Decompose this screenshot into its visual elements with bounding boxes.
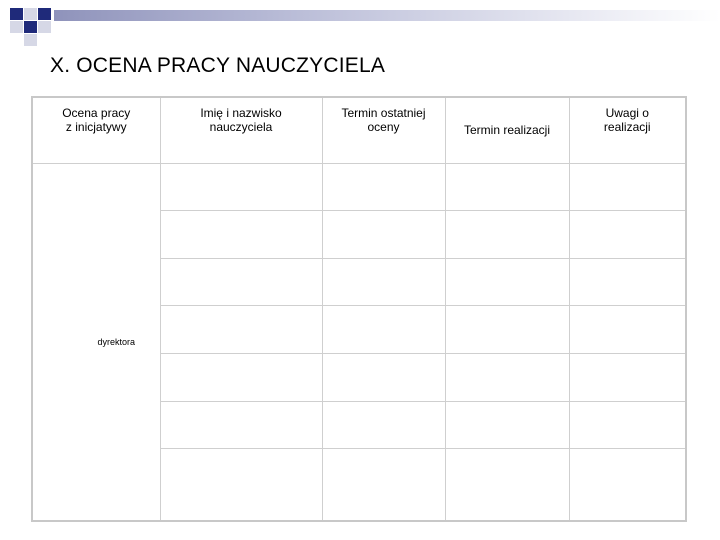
empty-cell	[445, 401, 569, 449]
empty-cell	[322, 211, 445, 259]
empty-cell	[445, 211, 569, 259]
empty-cell	[322, 449, 445, 521]
decor-square	[24, 8, 37, 20]
row-label-dyrektora: dyrektora	[32, 163, 160, 521]
empty-cell	[160, 306, 322, 354]
header-termin-realizacji: Termin realizacji	[445, 97, 569, 163]
empty-cell	[569, 306, 686, 354]
empty-cell	[569, 401, 686, 449]
empty-cell	[160, 163, 322, 211]
header-imie-nazwisko: Imię i nazwisko nauczyciela	[160, 97, 322, 163]
empty-cell	[569, 211, 686, 259]
decor-square	[24, 34, 37, 46]
empty-cell	[322, 306, 445, 354]
empty-cell	[445, 163, 569, 211]
empty-cell	[160, 449, 322, 521]
table-header-row	[32, 97, 686, 163]
empty-cell	[445, 306, 569, 354]
header-uwagi: Uwagi o realizacji	[569, 97, 686, 163]
empty-cell	[160, 354, 322, 402]
empty-cell	[445, 449, 569, 521]
empty-cell	[445, 258, 569, 306]
empty-cell	[160, 258, 322, 306]
evaluation-table	[31, 96, 687, 522]
empty-cell	[445, 354, 569, 402]
empty-cell	[569, 258, 686, 306]
header-ocena-pracy: Ocena pracy z inicjatywy	[32, 97, 160, 163]
decor-square	[38, 8, 51, 20]
page-title: X. OCENA PRACY NAUCZYCIELA	[50, 54, 386, 77]
empty-cell	[322, 258, 445, 306]
header-termin-ostatniej: Termin ostatniej oceny	[322, 97, 445, 163]
empty-cell	[322, 163, 445, 211]
empty-cell	[160, 401, 322, 449]
decor-square	[38, 21, 51, 33]
decor-square	[24, 21, 37, 33]
empty-cell	[569, 163, 686, 211]
empty-cell	[322, 401, 445, 449]
empty-cell	[160, 211, 322, 259]
empty-cell	[569, 354, 686, 402]
empty-cell	[322, 354, 445, 402]
decor-gradient-bar	[54, 10, 720, 21]
empty-cell	[569, 449, 686, 521]
table-row	[32, 163, 686, 211]
decor-square	[10, 21, 23, 33]
decor-square	[10, 8, 23, 20]
